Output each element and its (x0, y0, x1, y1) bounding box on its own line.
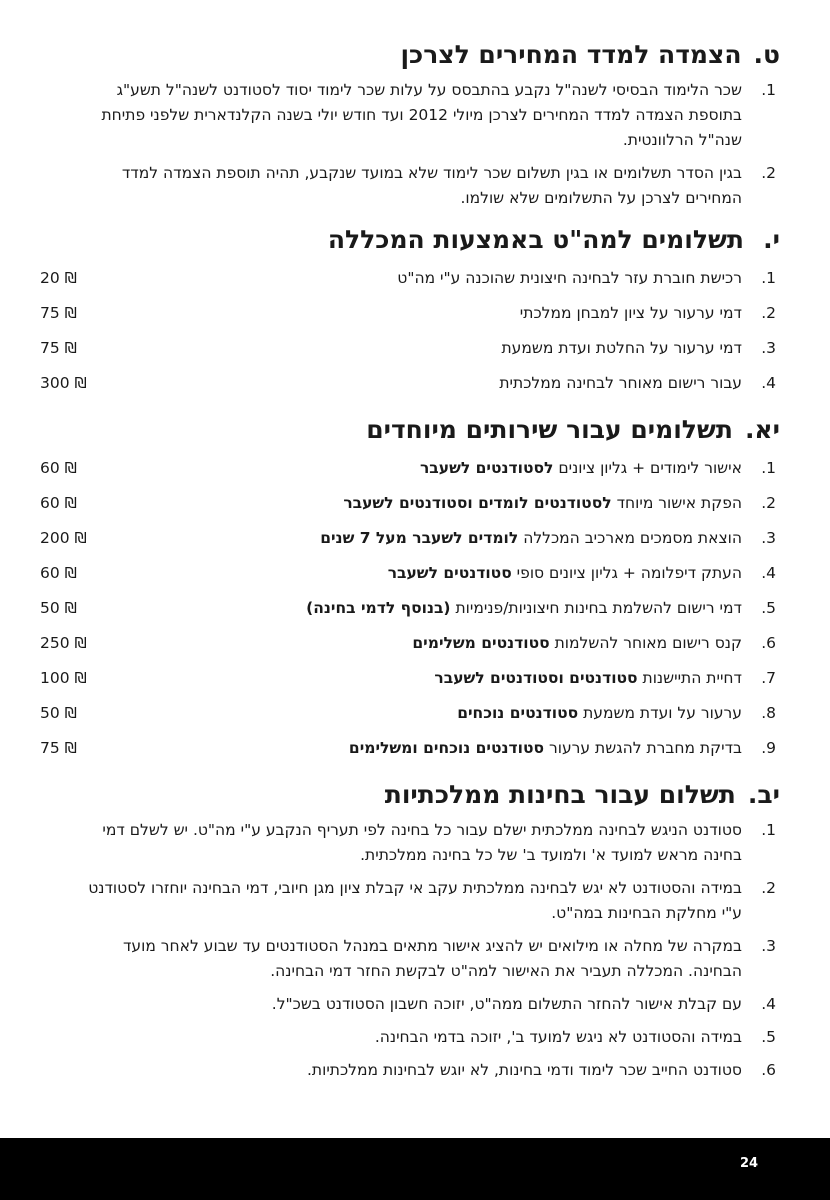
fee-audience: (בנוסף לדמי בחינה) (306, 599, 451, 617)
item-text: במידה והסטודנט לא ניגש למועד ב', יזוכה בדמי הבחינה. (374, 1028, 742, 1046)
fee-price: 50 ₪ (40, 599, 77, 617)
fee-price: 75 ₪ (40, 339, 77, 357)
item-number: 7. (761, 669, 776, 687)
list-item (40, 992, 780, 1017)
item-number: 3. (761, 529, 776, 547)
section-letter: יב. (747, 780, 780, 809)
section-letter: יא. (744, 415, 780, 444)
item-number: 1. (761, 821, 776, 839)
list-item (40, 876, 780, 926)
fee-description (130, 661, 742, 696)
fee-price: 20 ₪ (40, 269, 77, 287)
fee-row (40, 591, 780, 626)
section-heading (40, 780, 780, 810)
item-number: 3. (761, 339, 776, 357)
list-item (40, 818, 780, 868)
fee-row (40, 331, 780, 366)
item-text: בגין הסדר תשלומים או בגין תשלום שכר לימוד שלא במועד שנקבע, תהיה תוספת הצמדה למדד המחירים לצרכן על התשלומים שלא שולמו. (121, 164, 742, 207)
list-item (40, 1025, 780, 1050)
fee-row (40, 486, 780, 521)
item-text: סטודנט החייב שכר לימוד ודמי בחינות, לא יוגש לבחינות ממלכתיות. (307, 1061, 742, 1079)
item-text: עם קבלת אישור להחזר התשלום ממה"ט, יזוכה חשבון הסטודנט בשכ"ל. (271, 995, 742, 1013)
fee-audience: סטודנטים נוכחים (457, 704, 579, 722)
fee-row (40, 626, 780, 661)
fee-description (130, 556, 742, 591)
item-text: שכר הלימוד הבסיסי לשנה"ל נקבע בהתבסס על עלות שכר לימוד יסוד לסטודנט לשנה"ל תשע"ג בתוספת הצמדה למדד המחירים לצרכן מיולי 2012 ועד חודש יולי בשנה הקלנדארית שלפני פתיחת שנה"ל הרלוונטית. (101, 81, 742, 149)
fee-price: 100 ₪ (40, 669, 87, 687)
list-item (40, 78, 780, 153)
fee-text: אישור לימודים + גליון ציונים (553, 459, 742, 477)
fee-text: דחיית התיישנות (637, 669, 742, 687)
item-number: 4. (761, 995, 776, 1013)
fee-row (40, 521, 780, 556)
fee-description (130, 366, 742, 401)
fee-audience: לסטודנטים לשעבר (419, 459, 554, 477)
fee-text: דמי ערעור על ציון למבחן ממלכתי (519, 304, 742, 322)
page-content (40, 40, 780, 1097)
fee-text: עבור רישום מאוחר לבחינה ממלכתית (499, 374, 742, 392)
fee-description (130, 731, 742, 766)
fee-price: 250 ₪ (40, 634, 87, 652)
fee-row (40, 296, 780, 331)
fee-row (40, 731, 780, 766)
fee-text: בדיקת מחברת להגשת ערעור (544, 739, 742, 757)
item-number: 1. (761, 269, 776, 287)
fee-text: ערעור על ועדת משמעת (578, 704, 742, 722)
item-number: 2. (761, 304, 776, 322)
item-number: 4. (761, 374, 776, 392)
section-letter: ט. (753, 40, 780, 69)
section-special-services (40, 415, 780, 766)
fee-description (130, 696, 742, 731)
fee-text: דמי ערעור על החלטת ועדת משמעת (501, 339, 742, 357)
fee-audience: לסטודנטים לומדים וסטודנטים לשעבר (343, 494, 612, 512)
section-heading (40, 415, 780, 445)
item-number: 3. (761, 937, 776, 955)
fee-audience: סטודנטים לשעבר (387, 564, 512, 582)
item-number: 1. (761, 459, 776, 477)
section-letter: י. (763, 225, 780, 254)
fee-row (40, 261, 780, 296)
fee-row (40, 556, 780, 591)
list-item (40, 161, 780, 211)
item-number: 1. (761, 81, 776, 99)
fee-text: העתק דיפלומה + גליון ציונים סופי (511, 564, 742, 582)
item-number: 2. (761, 494, 776, 512)
section-heading (40, 40, 780, 70)
list-item (40, 934, 780, 984)
section-title: הצמדה למדד המחירים לצרכן (400, 40, 742, 69)
fee-row (40, 451, 780, 486)
item-text: במקרה של מחלה או מילואים יש להציג אישור מתאים במנהל הסטודנטים עד שבוע לאחר מועד הבחינה. המכללה תעביר את האישור למה"ט לבקשת החזר דמי הבחינה. (122, 937, 742, 980)
item-number: 2. (761, 164, 776, 182)
item-number: 4. (761, 564, 776, 582)
page-number: 24 (740, 1156, 759, 1171)
fee-row (40, 366, 780, 401)
fee-text: רכישת חוברת עזר לבחינה חיצונית שהוכנה ע"י מה"ט (397, 269, 742, 287)
item-number: 2. (761, 879, 776, 897)
fee-description (130, 486, 742, 521)
fee-price: 60 ₪ (40, 459, 77, 477)
fee-row (40, 661, 780, 696)
fee-description (130, 591, 742, 626)
fee-description (130, 331, 742, 366)
item-number: 6. (761, 1061, 776, 1079)
section-heading (40, 225, 780, 255)
fee-audience: סטודנטים וסטודנטים לשעבר (434, 669, 638, 687)
fee-text: קנס רישום מאוחר להשלמות (549, 634, 742, 652)
item-number: 5. (761, 599, 776, 617)
fee-description (130, 521, 742, 556)
item-number: 8. (761, 704, 776, 722)
fee-description (130, 296, 742, 331)
fee-audience: לומדים לשעבר מעל 7 שנים (320, 529, 519, 547)
section-title: תשלום עבור בחינות ממלכתיות (384, 780, 736, 809)
item-text: במידה והסטודנט לא יגש לבחינה ממלכתית עקב אי קבלת ציון מגן חיובי, דמי הבחינה יוחזרו לסטודנט ע"י מחלקת הבחינות במה"ט. (88, 879, 742, 922)
fee-text: דמי רישום להשלמת בחינות חיצוניות/פנימיות (450, 599, 742, 617)
section-state-exams (40, 780, 780, 1083)
fee-audience: סטודנטים משלימים (412, 634, 550, 652)
section-mahat-payments (40, 225, 780, 401)
section-title: תשלומים עבור שירותים מיוחדים (366, 415, 733, 444)
list-item (40, 1058, 780, 1083)
item-number: 9. (761, 739, 776, 757)
section-indexation (40, 40, 780, 211)
fee-price: 300 ₪ (40, 374, 87, 392)
item-text: סטודנט הניגש לבחינה ממלכתית ישלם עבור כל בחינה לפי תעריף הנקבע ע"י מה"ט. יש לשלם דמי בחינה מראש למועד א' ולמועד ב' של כל בחינה ממלכתית. (102, 821, 742, 864)
fee-price: 60 ₪ (40, 564, 77, 582)
item-number: 5. (761, 1028, 776, 1046)
section-title: תשלומים למה"ט באמצעות המכללה (327, 225, 744, 254)
fee-description (130, 261, 742, 296)
item-number: 6. (761, 634, 776, 652)
fee-text: הפקת אישור מיוחד (611, 494, 742, 512)
fee-price: 200 ₪ (40, 529, 87, 547)
fee-price: 50 ₪ (40, 704, 77, 722)
page-footer (0, 1138, 830, 1200)
fee-price: 60 ₪ (40, 494, 77, 512)
fee-price: 75 ₪ (40, 739, 77, 757)
fee-description (130, 626, 742, 661)
fee-price: 75 ₪ (40, 304, 77, 322)
fee-row (40, 696, 780, 731)
fee-text: הוצאת מסמכים מארכיב המכללה (518, 529, 742, 547)
fee-audience: סטודנטים נוכחים ומשלימים (348, 739, 545, 757)
fee-description (130, 451, 742, 486)
